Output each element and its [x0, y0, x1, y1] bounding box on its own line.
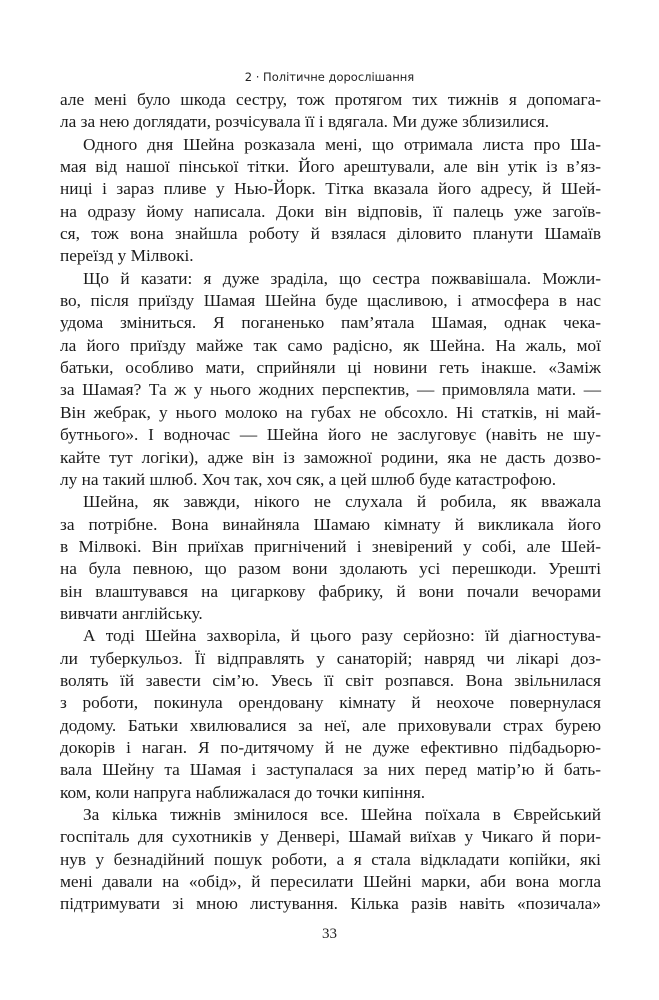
- text-line: батьки, особливо мати, сприйняли ці новини геть інакше. «Заміж: [60, 358, 601, 378]
- text-line: за Шамая? Та ж у нього жодних перспектив, — примовляла мати. —: [60, 380, 601, 400]
- text-line: волять їй завести сім’ю. Увесь її світ розпався. Вона звільнилася: [60, 670, 601, 690]
- text-line: з роботи, покинула орендовану кімнату й неохоче повернулася: [60, 693, 601, 713]
- text-line: А тоді Шейна захворіла, й цього разу серйозно: їй діагностува-: [83, 626, 601, 646]
- text-line: удома зміниться. Я поганенько пам’ятала Шамая, однак чека-: [60, 313, 601, 333]
- paragraph: [60, 491, 601, 625]
- paragraph: [60, 89, 601, 134]
- text-line: ком, коли напруга наближалася до точки кипіння.: [60, 782, 426, 802]
- running-header: 2 · Політичне дорослішання: [244, 70, 415, 84]
- text-line: Одного дня Шейна розказала мені, що отримала листа про Ша-: [83, 134, 601, 154]
- text-line: на одразу йому написала. Доки він відповів, її палець уже загоїв-: [60, 201, 601, 221]
- text-line: але мені було шкода сестру, тож протягом тих тижнів я допомага-: [60, 90, 601, 109]
- text-line: ли туберкульоз. Її відправлять у санаторій; навряд чи лікарі доз-: [60, 648, 601, 668]
- text-line: кайте тут логіки), адже він із заможної родини, яка не дасть дозво-: [60, 447, 601, 467]
- text-line: додому. Батьки хвилювалися за неї, але приховували страх бурею: [60, 715, 601, 735]
- paragraph: [60, 134, 601, 268]
- text-line: ниці і зараз пливе у Нью-Йорк. Тітка вказала його адресу, й Шей-: [60, 179, 601, 199]
- text-line: на була певною, що разом вони здолають усі перешкоди. Урешті: [60, 559, 601, 579]
- text-line: переїзд у Мілвокі.: [60, 246, 194, 266]
- paragraph: [60, 625, 601, 804]
- text-line: ла його приїзду майже так само радісно, як Шейна. На жаль, мої: [60, 335, 601, 355]
- text-line: мені давали на «обід», й пересилати Шейні марки, аби вона могла: [60, 872, 601, 892]
- text-line: Він жебрак, у нього молоко на губах не обсохло. Ні статків, ні май-: [60, 402, 601, 422]
- text-line: Шейна, як завжди, нікого не слухала й робила, як вважала: [83, 492, 601, 512]
- paragraph: [60, 268, 601, 491]
- text-line: госпіталь для сухотників у Денвері, Шамай виїхав у Чикаго й пори-: [60, 827, 601, 847]
- text-line: в Мілвокі. Він приїхав пригнічений і зневірений у собі, але Шей-: [60, 536, 601, 556]
- text-line: нув у безнадійний пошук роботи, а я стала відкладати копійки, які: [60, 849, 601, 869]
- page-body: [60, 89, 601, 916]
- text-line: Що й казати: я дуже зраділа, що сестра пожвавішала. Можли-: [83, 268, 601, 288]
- text-line: підтримувати зі мною листування. Кілька разів навіть «позичала»: [60, 894, 601, 914]
- text-line: лу на такий шлюб. Хоч так, хоч сяк, а цей шлюб буде катастрофою.: [60, 469, 557, 489]
- text-line: за потрібне. Вона винайняла Шамаю кімнату й викликала його: [60, 514, 601, 534]
- text-line: ла за нею доглядати, розчісувала її і вдягала. Ми дуже зблизилися.: [60, 112, 550, 132]
- text-line: во, після приїзду Шамая Шейна буде щасливою, і атмосфера в нас: [60, 291, 601, 311]
- text-line: мая від нашої пінської тітки. Його арештували, але він утік із в’яз-: [60, 157, 601, 177]
- text-line: ся, тож вона знайшла роботу й взялася діловито планути Шамаїв: [60, 224, 601, 244]
- text-line: бутнього». І водночас — Шейна його не заслуговує (навіть не шу-: [60, 425, 601, 445]
- text-line: докорів і наган. Я по-дитячому й не дуже ефективно підбадьорю-: [60, 737, 601, 757]
- text-line: він влаштувався на цигаркову фабрику, й вони почали вечорами: [60, 581, 601, 601]
- page-number: 33: [322, 926, 337, 942]
- text-line: вивчати англійську.: [60, 603, 203, 623]
- text-line: вала Шейну та Шамая і заступалася за них перед матір’ю й бать-: [60, 760, 601, 780]
- paragraph: [60, 804, 601, 916]
- text-line: За кілька тижнів змінилося все. Шейна поїхала в Єврейський: [83, 805, 601, 824]
